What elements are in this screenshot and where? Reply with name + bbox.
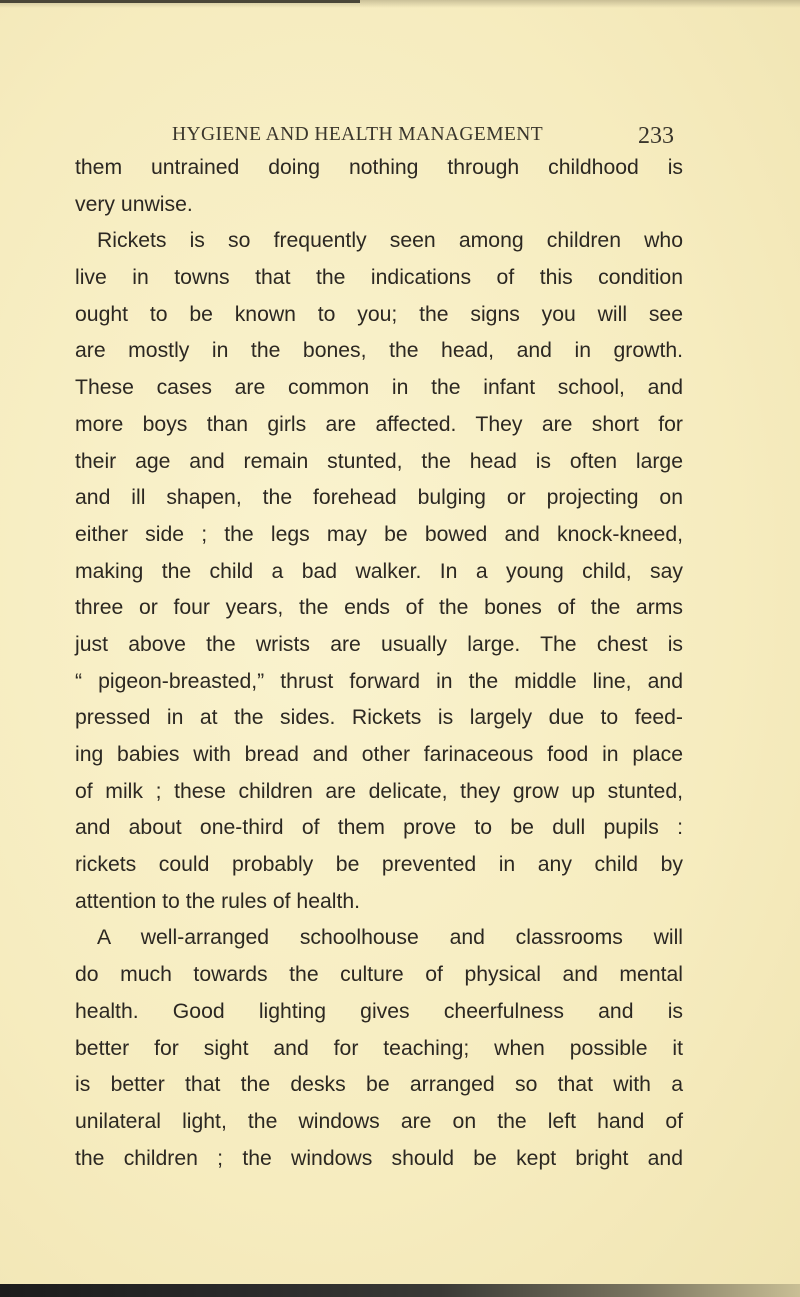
- text-line: and ill shapen, the forehead bulging or projecting on: [75, 486, 683, 510]
- text-line: of milk ; these children are delicate, they grow up stunted,: [75, 779, 683, 803]
- text-line: just above the wrists are usually large. The chest is: [75, 632, 683, 656]
- text-line: “ pigeon-breasted,” thrust forward in the middle line, and: [75, 669, 683, 693]
- text-line: either side ; the legs may be bowed and knock-kneed,: [75, 522, 683, 546]
- text-line: do much towards the culture of physical and mental: [75, 963, 683, 987]
- text-line: more boys than girls are affected. They are short for: [75, 412, 683, 436]
- text-line: three or four years, the ends of the bones of the arms: [75, 596, 683, 620]
- text-line: making the child a bad walker. In a young child, say: [75, 559, 683, 583]
- text-line: the children ; the windows should be kept bright and: [75, 1146, 683, 1170]
- text-line: live in towns that the indications of this condition: [75, 266, 683, 290]
- text-line: very unwise.: [75, 192, 193, 216]
- text-line: are mostly in the bones, the head, and in growth.: [75, 339, 683, 363]
- text-line: their age and remain stunted, the head is often large: [75, 449, 683, 473]
- text-line: Rickets is so frequently seen among children who: [97, 229, 683, 253]
- text-line: A well-arranged schoolhouse and classrooms will: [97, 926, 683, 950]
- page-top-edge: [0, 0, 360, 3]
- page-bottom-edge: [0, 1284, 800, 1297]
- text-line: These cases are common in the infant school, and: [75, 376, 683, 400]
- text-line: better for sight and for teaching; when possible it: [75, 1036, 683, 1060]
- running-title: HYGIENE AND HEALTH MANAGEMENT: [172, 124, 544, 145]
- text-line: rickets could probably be prevented in any child by: [75, 853, 683, 877]
- page-body: [75, 150, 683, 1177]
- text-line: health. Good lighting gives cheerfulness and is: [75, 999, 683, 1023]
- running-header: [172, 123, 692, 149]
- text-line: unilateral light, the windows are on the left hand of: [75, 1109, 683, 1133]
- text-line: attention to the rules of health.: [75, 889, 361, 913]
- text-line: them untrained doing nothing through childhood is: [75, 156, 683, 179]
- text-line: and about one-third of them prove to be dull pupils :: [75, 816, 683, 840]
- text-line: ing babies with bread and other farinaceous food in place: [75, 743, 683, 766]
- page-number: 233: [638, 123, 674, 149]
- text-line: ought to be known to you; the signs you will see: [75, 302, 683, 326]
- text-line: is better that the desks be arranged so that with a: [75, 1073, 683, 1097]
- text-line: pressed in at the sides. Rickets is largely due to feed-: [75, 706, 683, 730]
